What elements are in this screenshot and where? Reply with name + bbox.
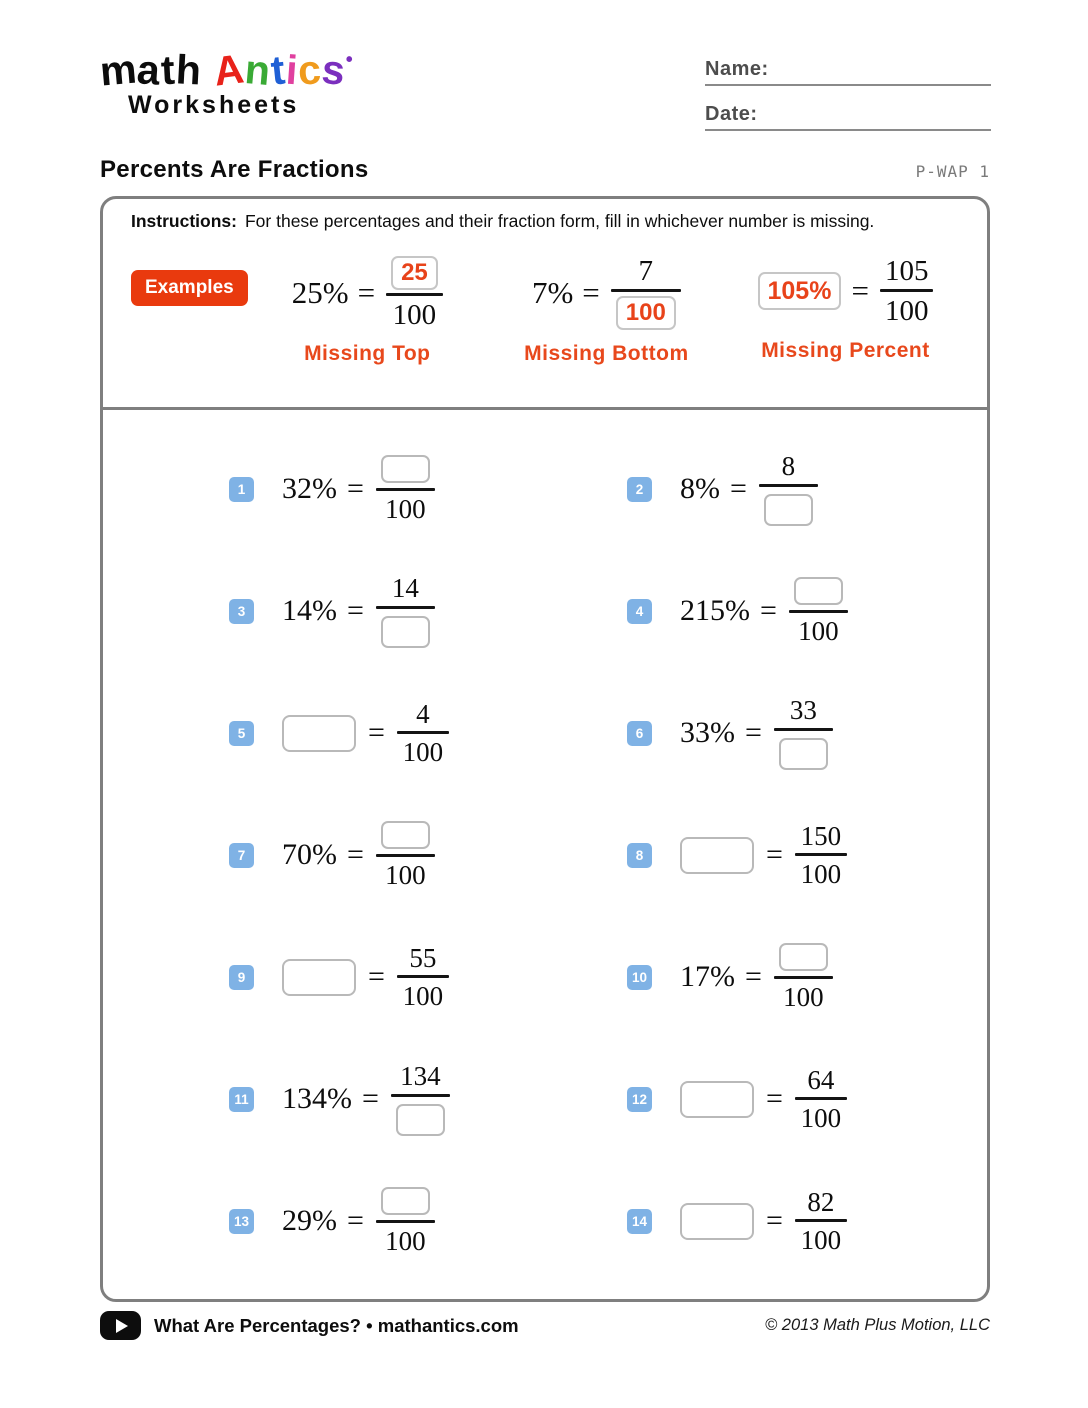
fraction-denominator	[759, 487, 818, 526]
example-label: Missing Top	[304, 342, 431, 366]
fraction	[774, 696, 833, 769]
problem-number-badge: 4	[627, 599, 652, 624]
footer-video-link	[100, 1311, 519, 1340]
page-title: Percents Are Fractions	[100, 156, 369, 183]
fraction-value: 100	[385, 1225, 426, 1256]
logo-word-math	[98, 45, 204, 95]
fraction-value: 100	[800, 1225, 842, 1255]
title-row	[100, 156, 990, 184]
equals-sign: =	[582, 275, 600, 311]
problem-number-badge: 11	[229, 1087, 254, 1112]
problem-percent: 8%	[680, 472, 720, 505]
problem-percent: 33%	[680, 716, 735, 749]
answer-box[interactable]	[794, 577, 843, 605]
fraction-denominator	[398, 734, 449, 766]
play-triangle-icon	[116, 1319, 128, 1333]
fraction	[386, 256, 443, 330]
problem-equation	[282, 574, 435, 647]
fraction	[376, 821, 435, 889]
problem-number-badge: 12	[627, 1087, 652, 1112]
fraction-numerator	[404, 944, 441, 975]
fraction-denominator	[611, 292, 681, 330]
fraction-value: 7	[638, 255, 654, 287]
problem-number-badge: 6	[627, 721, 652, 746]
logo-letter: t	[160, 46, 178, 94]
problem-equation	[680, 1188, 847, 1255]
instructions-label: Instructions:	[131, 211, 237, 231]
problem-number-badge: 8	[627, 843, 652, 868]
fraction-denominator	[380, 1223, 431, 1255]
logo-letter: a	[135, 46, 163, 94]
fraction-numerator	[785, 696, 822, 727]
fraction-denominator	[380, 491, 431, 523]
problem-row	[545, 916, 987, 1038]
fraction	[397, 944, 449, 1011]
worksheet-box	[100, 196, 990, 1302]
answer-box[interactable]	[764, 494, 813, 526]
fraction-value: 33	[789, 695, 817, 726]
equals-sign: =	[347, 1204, 364, 1237]
logo-letter: c	[296, 46, 324, 94]
equals-sign: =	[745, 716, 762, 749]
fraction-value: 82	[807, 1186, 835, 1217]
problem-equation	[282, 700, 449, 767]
fraction-value: 100	[402, 981, 444, 1011]
problem-percent: 17%	[680, 960, 735, 993]
problem-number-badge: 3	[229, 599, 254, 624]
examples-section	[103, 199, 987, 410]
logo-letter: h	[174, 46, 204, 94]
fraction-numerator	[802, 1188, 839, 1219]
problem-equation	[680, 696, 833, 769]
instructions	[131, 211, 965, 232]
problem-equation	[282, 1062, 450, 1135]
problem-equation	[680, 822, 847, 889]
page-footer	[100, 1311, 990, 1340]
problem-row	[103, 550, 545, 672]
fraction	[789, 577, 848, 645]
answer-box-percent[interactable]	[282, 715, 356, 752]
problem-equation	[282, 944, 449, 1011]
example-percent: 7%	[531, 275, 574, 311]
example-equation	[758, 256, 934, 327]
fraction	[880, 256, 934, 327]
fraction-value: 55	[409, 942, 437, 973]
fraction-numerator	[376, 1187, 435, 1220]
problem-percent: 29%	[282, 1204, 337, 1237]
fraction-value: 100	[402, 737, 444, 767]
example-percent: 25%	[291, 275, 349, 311]
answer-box[interactable]	[381, 1187, 430, 1215]
answer-box-percent[interactable]	[680, 1081, 754, 1118]
problem-equation	[282, 821, 435, 889]
problem-number-badge: 2	[627, 477, 652, 502]
problem-row	[103, 428, 545, 550]
example-equation	[532, 256, 681, 330]
problem-number-badge: 1	[229, 477, 254, 502]
problem-row	[545, 672, 987, 794]
fraction-value: 100	[385, 859, 426, 890]
fraction-value: 4	[416, 698, 430, 729]
play-icon	[100, 1311, 141, 1340]
fraction-value: 14	[391, 573, 419, 604]
problems-grid	[103, 410, 987, 1282]
fraction-denominator	[376, 609, 435, 648]
fraction-numerator	[774, 943, 833, 976]
fraction-denominator	[398, 978, 449, 1010]
problem-row	[103, 794, 545, 916]
fraction-numerator	[376, 821, 435, 854]
fraction	[611, 256, 681, 330]
problem-number-badge: 13	[229, 1209, 254, 1234]
answer-box-percent[interactable]	[680, 1203, 754, 1240]
fraction-denominator	[380, 857, 431, 889]
problem-row	[103, 916, 545, 1038]
worksheet-code: P-WAP 1	[915, 162, 990, 181]
fraction-value: 100	[385, 493, 426, 524]
fraction-numerator	[796, 822, 847, 853]
logo-subtitle: Worksheets	[128, 91, 300, 119]
fraction-numerator	[789, 577, 848, 610]
problem-number-badge: 10	[627, 965, 652, 990]
logo-letter: s	[319, 45, 349, 95]
answer-box[interactable]	[381, 455, 430, 483]
problem-row	[103, 1038, 545, 1160]
fraction	[795, 1066, 847, 1133]
fraction-value: 100	[884, 295, 929, 328]
fraction-value: 105	[884, 255, 929, 287]
equals-sign: =	[766, 1204, 783, 1237]
examples-row	[131, 256, 965, 366]
example-label: Missing Percent	[761, 338, 930, 362]
problem-number-badge: 7	[229, 843, 254, 868]
fraction-value: 100	[798, 615, 839, 646]
fraction-value: 100	[800, 859, 842, 889]
problem-percent: 70%	[282, 838, 337, 871]
problem-equation	[680, 577, 848, 645]
fraction-numerator	[376, 455, 435, 488]
fraction-value: 150	[800, 820, 842, 851]
logo-letter: A	[211, 45, 248, 95]
fraction-denominator	[880, 292, 934, 326]
equals-sign: =	[368, 716, 385, 749]
answer-box[interactable]	[779, 738, 828, 770]
problem-equation	[282, 1187, 435, 1255]
name-input-line[interactable]	[705, 58, 991, 86]
problem-percent: 32%	[282, 472, 337, 505]
fraction	[376, 455, 435, 523]
problem-row	[545, 794, 987, 916]
answer-box[interactable]	[381, 616, 430, 648]
fraction	[795, 1188, 847, 1255]
equals-sign: =	[347, 594, 364, 627]
fraction-numerator	[395, 1062, 446, 1093]
name-label: Name:	[705, 58, 769, 80]
example-label: Missing Bottom	[524, 342, 689, 366]
problem-number-badge: 5	[229, 721, 254, 746]
equals-sign: =	[766, 1082, 783, 1115]
logo-letter: t	[268, 46, 289, 94]
example-equation	[292, 256, 443, 330]
example-answer-box: 105%	[758, 272, 842, 310]
answer-box-percent[interactable]	[680, 837, 754, 874]
fraction-numerator	[777, 452, 801, 483]
fraction-denominator	[388, 296, 442, 330]
fraction-value: 64	[807, 1064, 835, 1095]
logo-letter: n	[243, 45, 274, 95]
name-date-block	[705, 58, 991, 148]
equals-sign: =	[766, 838, 783, 871]
equals-sign: =	[851, 273, 869, 309]
logo-letter: m	[98, 45, 140, 95]
problem-equation	[680, 1066, 847, 1133]
fraction-numerator	[634, 256, 659, 289]
answer-box[interactable]	[381, 821, 430, 849]
fraction-numerator	[386, 256, 443, 293]
trademark-dot: •	[345, 49, 354, 71]
fraction	[376, 574, 435, 647]
equals-sign: =	[357, 275, 376, 311]
fraction-numerator	[411, 700, 435, 731]
math-antics-logo	[98, 45, 354, 120]
equals-sign: =	[760, 594, 777, 627]
problem-number-badge: 14	[627, 1209, 652, 1234]
equals-sign: =	[368, 960, 385, 993]
fraction	[391, 1062, 450, 1135]
problem-percent: 14%	[282, 594, 337, 627]
problem-row	[103, 672, 545, 794]
fraction-denominator	[391, 1097, 450, 1136]
instructions-text: For these percentages and their fraction form, fill in whichever number is missing.	[244, 211, 875, 231]
example-block	[726, 256, 965, 366]
problem-equation	[680, 452, 818, 525]
fraction-numerator	[802, 1066, 839, 1097]
fraction-value: 8	[781, 451, 796, 482]
equals-sign: =	[745, 960, 762, 993]
problem-row	[545, 1160, 987, 1282]
fraction-denominator	[778, 979, 829, 1011]
example-block	[487, 256, 726, 366]
fraction-value: 100	[392, 299, 437, 331]
fraction	[397, 700, 449, 767]
answer-box-percent[interactable]	[282, 959, 356, 996]
fraction-denominator	[796, 1100, 847, 1132]
footer-copyright: © 2013 Math Plus Motion, LLC	[765, 1316, 990, 1334]
problem-row	[545, 550, 987, 672]
date-label: Date:	[705, 103, 758, 125]
answer-box[interactable]	[779, 943, 828, 971]
problem-row	[545, 428, 987, 550]
fraction-numerator	[880, 256, 934, 289]
logo-letter: i	[284, 46, 300, 94]
logo-wordmark	[98, 45, 354, 95]
equals-sign: =	[730, 472, 747, 505]
fraction-numerator	[387, 574, 424, 605]
problem-percent: 215%	[680, 594, 750, 627]
problem-equation	[680, 943, 833, 1011]
equals-sign: =	[347, 838, 364, 871]
logo-word-antics	[211, 45, 354, 95]
problem-row	[103, 1160, 545, 1282]
fraction	[795, 822, 847, 889]
answer-box[interactable]	[396, 1104, 445, 1136]
problem-row	[545, 1038, 987, 1160]
fraction-denominator	[796, 1222, 847, 1254]
date-input-line[interactable]	[705, 103, 991, 131]
fraction-value: 100	[800, 1103, 842, 1133]
fraction	[774, 943, 833, 1011]
example-answer-box: 100	[616, 296, 676, 330]
fraction-denominator	[793, 613, 844, 645]
problem-percent: 134%	[282, 1082, 352, 1115]
example-answer-box: 25	[391, 256, 438, 290]
equals-sign: =	[347, 472, 364, 505]
fraction-value: 134	[400, 1061, 441, 1092]
fraction	[376, 1187, 435, 1255]
fraction-denominator	[796, 856, 847, 888]
equals-sign: =	[362, 1082, 379, 1115]
examples-badge: Examples	[131, 270, 248, 306]
fraction	[759, 452, 818, 525]
problem-number-badge: 9	[229, 965, 254, 990]
fraction-value: 100	[783, 981, 824, 1012]
problem-equation	[282, 455, 435, 523]
example-block	[248, 256, 487, 366]
footer-video-text: What Are Percentages? • mathantics.com	[154, 1314, 519, 1336]
fraction-denominator	[774, 731, 833, 770]
